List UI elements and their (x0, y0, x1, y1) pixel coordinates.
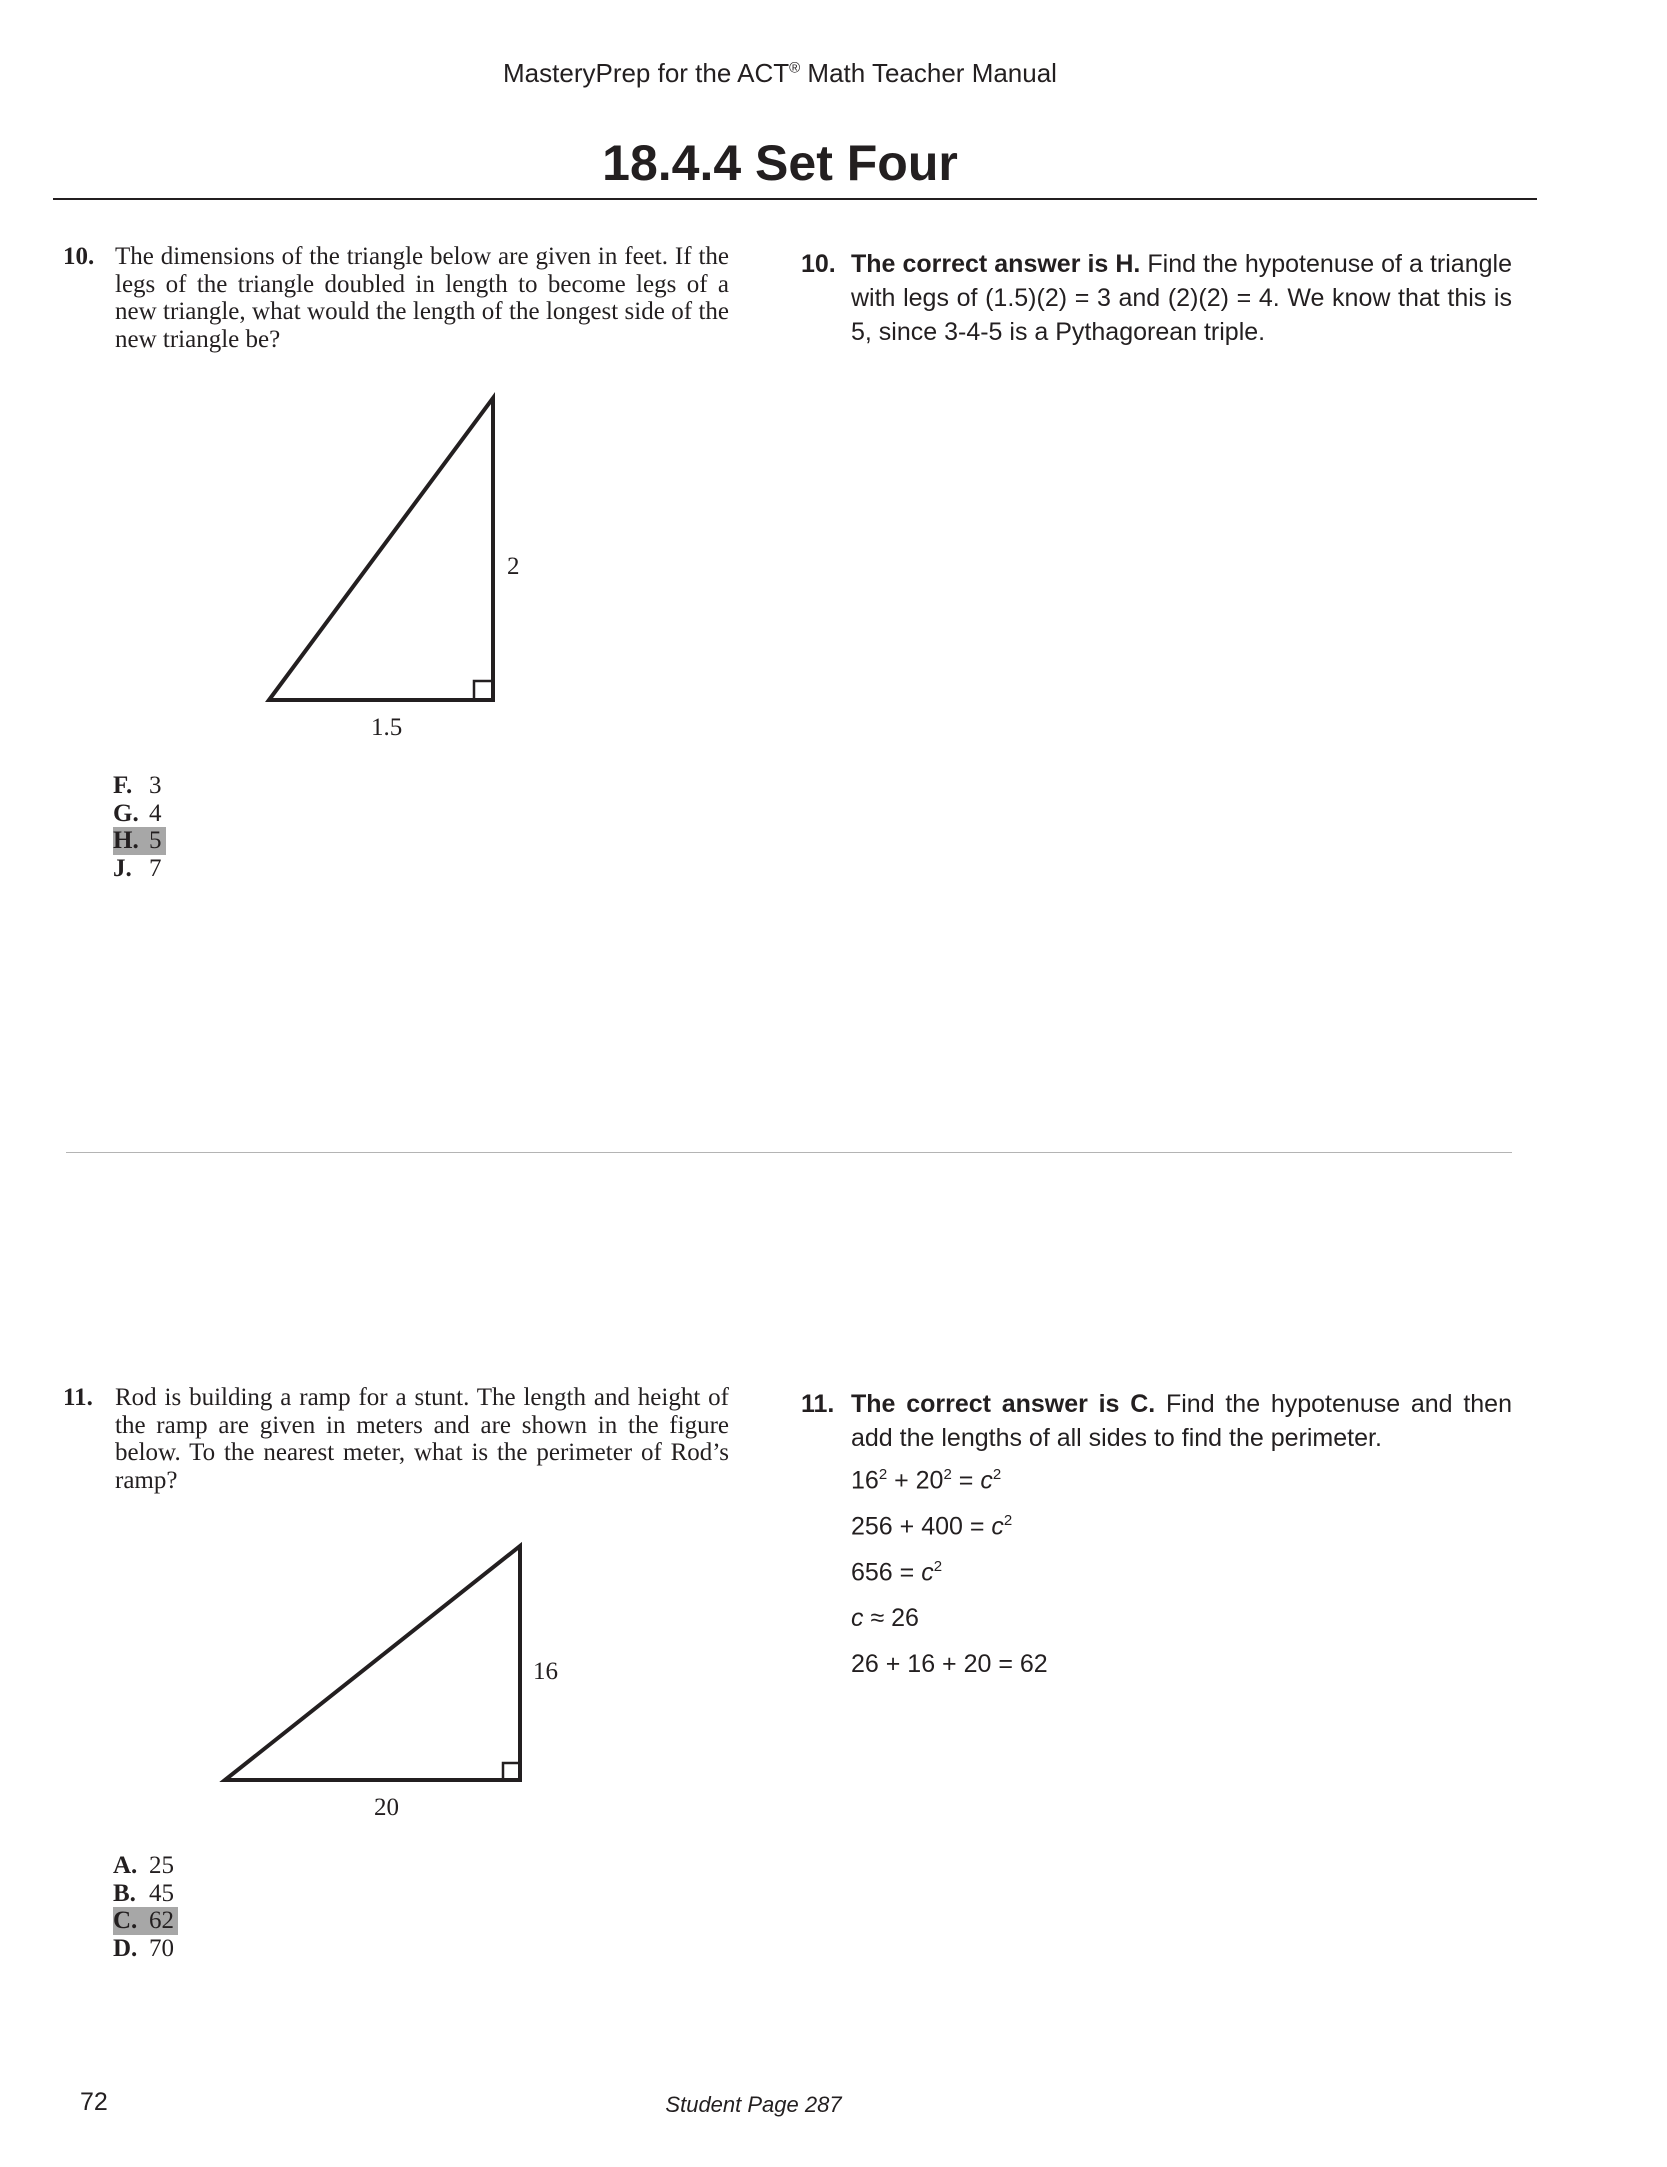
work-line-3: $656 = c^2$ (851, 1558, 943, 1587)
base-label: 1.5 (371, 714, 403, 741)
work-line-1: $16^2 + 20^2 = c^2$ (851, 1466, 1002, 1495)
choice-a[interactable]: A. 25 (113, 1852, 174, 1879)
triangle-shape (225, 1546, 520, 1780)
answer-number: 10. (801, 250, 836, 278)
choice-h-correct[interactable]: H. 5 (113, 827, 166, 855)
page-number: 72 (80, 2088, 108, 2116)
answer-text (851, 1387, 1512, 1455)
question-text: Rod is building a ramp for a stunt. The length and height of the ramp are given in meters and are shown in the figure below. To the nearest meter, what is the perimeter of Rod’s ramp? (115, 1384, 729, 1494)
section-title: 18.4.4 Set Four (602, 135, 958, 191)
registered-mark: ® (789, 59, 801, 77)
answer-lead: The correct answer is C. (851, 1390, 1156, 1418)
answer-lead: The correct answer is H. (851, 250, 1141, 278)
answer-explanation: Find the hypotenuse and then add the lengths of all sides to find the perimeter. (851, 1390, 1512, 1452)
question-number: 10. (63, 243, 95, 270)
header-title-suffix: Math Teacher Manual (800, 58, 1057, 88)
base-label: 20 (374, 1794, 399, 1821)
choice-c-correct[interactable]: C. 62 (113, 1907, 178, 1935)
choice-f[interactable]: F. 3 (113, 772, 162, 799)
answer-explanation: Find the hypotenuse of a triangle with legs of (1.5)(2) = 3 and (2)(2) = 4. We know that this is 5, since 3-4-5 is a Pythagorean triple. (851, 250, 1512, 346)
header-title-prefix: MasteryPrep for the ACT (503, 58, 790, 88)
answer-number: 11. (801, 1390, 835, 1418)
choice-j[interactable]: J. 7 (113, 854, 162, 882)
question-number: 11. (63, 1384, 93, 1411)
work-line-2: $256 + 400 = c^2$ (851, 1512, 1013, 1541)
choice-d[interactable]: D. 70 (113, 1934, 174, 1962)
answer-11 (801, 1387, 1512, 1455)
vertical-leg-label: 16 (533, 1658, 558, 1685)
choice-b[interactable]: B. 45 (113, 1879, 174, 1907)
right-angle-marker (503, 1763, 520, 1780)
work-line-4: c ≈ 26 (851, 1604, 919, 1632)
student-page-reference: Student Page 287 (665, 2092, 842, 2117)
question-text: The dimensions of the triangle below are given in feet. If the legs of the triangle doubled in length to become legs of a new triangle, what would the length of the longest side of the new triangle be? (115, 243, 729, 353)
work-line-5: 26 + 16 + 20 = 62 (851, 1650, 1048, 1678)
vertical-leg-label: 2 (507, 553, 520, 580)
choice-g[interactable]: G. 4 (113, 799, 162, 827)
choices-q11 (113, 1852, 178, 1962)
